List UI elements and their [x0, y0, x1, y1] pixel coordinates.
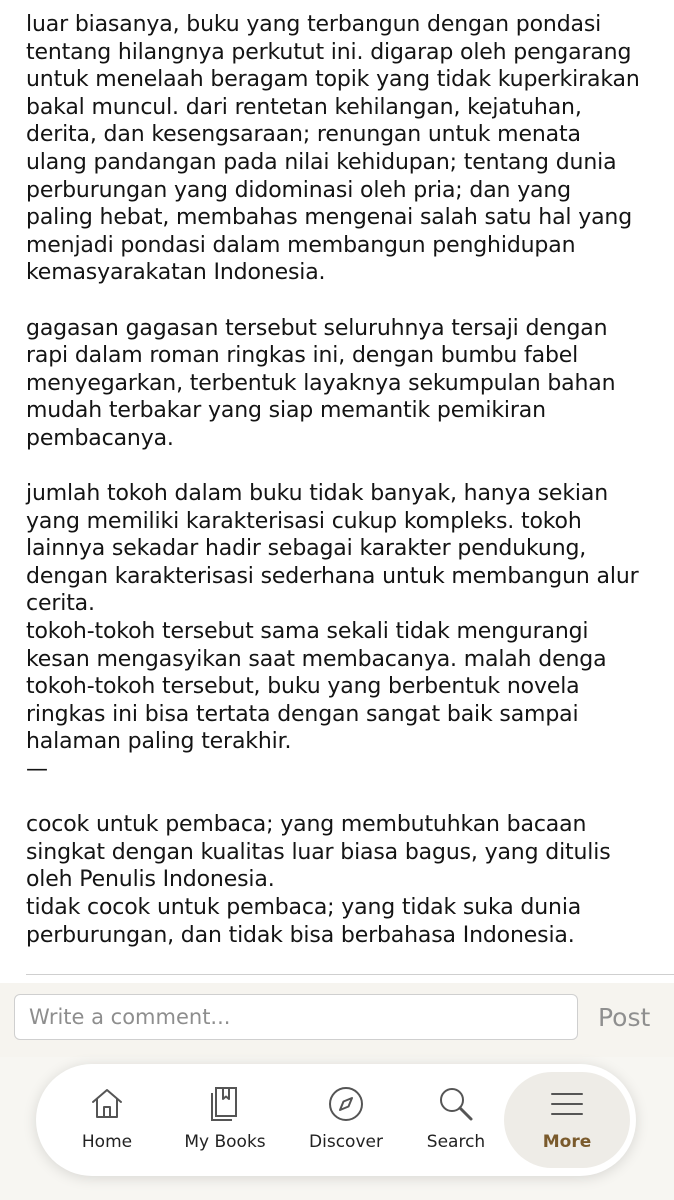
- tab-discover[interactable]: [298, 1064, 394, 1176]
- tab-bar: [36, 1064, 636, 1176]
- tab-more[interactable]: [504, 1072, 630, 1168]
- tab-discover-label: Discover: [309, 1132, 383, 1152]
- post-button[interactable]: Post: [598, 1003, 651, 1032]
- search-icon: [436, 1084, 476, 1124]
- comment-bar: [0, 983, 674, 1057]
- review-text: luar biasanya, buku yang terbangun dengan pondasi tentang hilangnya perkutut ini. digarap oleh pengarang untuk menelaah beragam topik yang tidak kuperkirakan bakal muncul. dari rentetan kehilangan, kejatuhan, derita, dan kesengsaraan; renungan untuk menata ulang pandangan pada nilai kehidupan; tentang dunia perburungan yang didominasi oleh pria; dan yang paling hebat, membahas mengenai salah satu hal yang menjadi pondasi dalam membangun penghidupan kemasyarakatan Indonesia. gagasan gagasan tersebut seluruhnya tersaji dengan rapi dalam roman ringkas ini, dengan bumbu fabel menyegarkan, terbentuk layaknya sekumpulan bahan mudah terbakar yang siap memantik pemikiran pembacanya. jumlah tokoh dalam buku tidak banyak, hanya sekian yang memiliki karakterisasi cukup kompleks. tokoh lainnya sekadar hadir sebagai karakter pendukung, dengan karakterisasi sederhana untuk membangun alur cerita. tokoh-tokoh tersebut sama sekali tidak mengurangi kesan mengasyikan saat membacanya. malah denga tokoh-tokoh tersebut, buku yang berbentuk novela ringkas ini bisa tertata dengan sangat baik sampai halaman paling terakhir. — cocok untuk pembaca; yang membutuhkan bacaan singkat dengan kualitas luar biasa bagus, yang ditulis oleh Penulis Indonesia. tidak cocok untuk pembaca; yang tidak suka dunia perburungan, dan tidak bisa berbahasa Indonesia.: [26, 12, 640, 948]
- home-icon: [87, 1084, 127, 1124]
- tab-my-books[interactable]: [174, 1064, 276, 1176]
- tab-home-label: Home: [81, 1132, 133, 1152]
- tab-bar-area: [0, 1057, 674, 1200]
- tab-more-label: More: [542, 1132, 592, 1152]
- compass-icon: [326, 1084, 366, 1124]
- tab-search[interactable]: [416, 1064, 496, 1176]
- menu-icon: [547, 1084, 587, 1124]
- tab-my-books-label: My Books: [184, 1132, 266, 1152]
- tab-home[interactable]: [66, 1064, 148, 1176]
- books-icon: [205, 1084, 245, 1124]
- divider: [26, 974, 674, 975]
- comment-input[interactable]: [14, 994, 578, 1040]
- tab-search-label: Search: [426, 1132, 486, 1152]
